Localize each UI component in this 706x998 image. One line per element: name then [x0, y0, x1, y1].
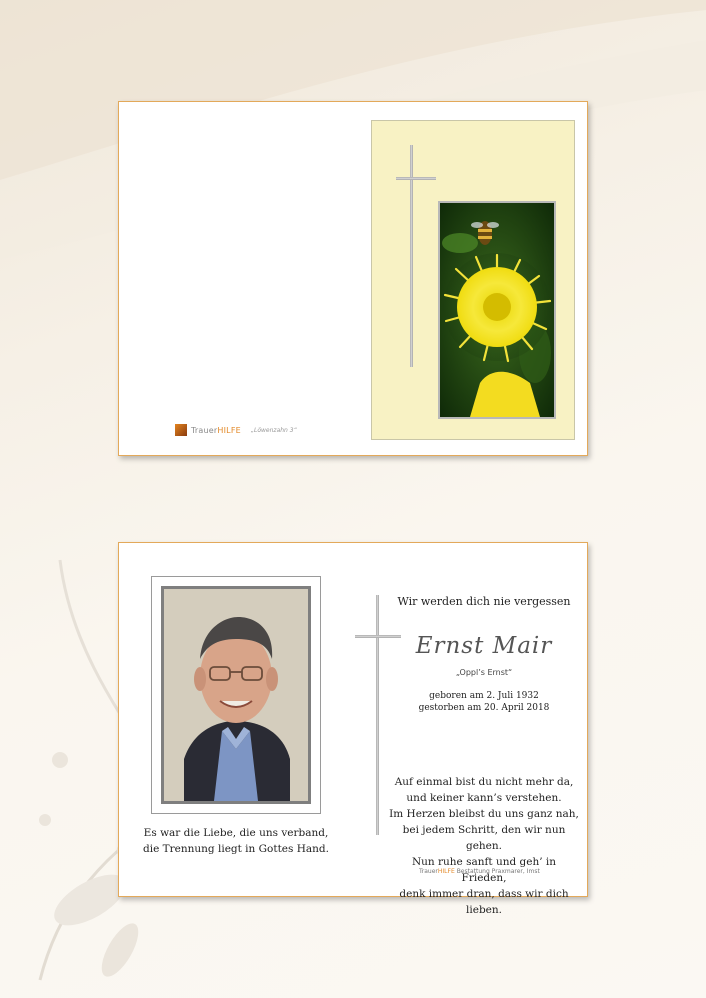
poem-line: Nun ruhe sanft und geh’ in Frieden, [411, 856, 557, 884]
footer-logo: TrauerHILFE Bestattung Praxmarer, Imst [419, 868, 540, 875]
portrait-photo-frame [161, 586, 311, 804]
portrait-photo [164, 589, 308, 801]
logo-mark-icon [175, 424, 187, 436]
cross-icon [376, 595, 379, 835]
poem-line: und keiner kann’s verstehen. [406, 792, 562, 804]
birth-date: geboren am 2. Juli 1932 [429, 691, 539, 701]
left-quote-line-2: die Trennung liegt in Gottes Hand. [143, 843, 329, 855]
footer-company: Bestattung Praxmarer, Imst [456, 868, 540, 875]
heading: Wir werden dich nie vergessen [397, 595, 571, 608]
poem-line: bei jedem Schritt, den wir nun gehen. [402, 824, 566, 852]
poem-line: denk immer dran, dass wir dich lieben. [399, 888, 569, 916]
death-date: gestorben am 20. April 2018 [418, 703, 550, 713]
logo-text: TrauerHILFE [191, 425, 241, 435]
yellow-panel [371, 120, 575, 440]
card-inside [118, 542, 588, 916]
life-dates [389, 690, 579, 714]
trauerhilfe-logo [175, 424, 297, 436]
flower-photo-frame [438, 201, 556, 419]
cross-bar [396, 177, 436, 180]
card-front [118, 101, 588, 456]
left-quote-line-1: Es war die Liebe, die uns verband, [143, 827, 329, 839]
nickname: „Oppl’s Ernst“ [455, 668, 513, 677]
design-name: „Löwenzahn 3“ [250, 426, 297, 434]
dandelion-photo [440, 203, 554, 417]
poem-line: Im Herzen bleibst du uns ganz nah, [389, 808, 579, 820]
left-quote [119, 825, 353, 857]
portrait-frame [151, 576, 321, 814]
deceased-name: Ernst Mair [415, 633, 553, 659]
poem [389, 774, 579, 918]
poem-line: Auf einmal bist du nicht mehr da, [394, 776, 574, 788]
